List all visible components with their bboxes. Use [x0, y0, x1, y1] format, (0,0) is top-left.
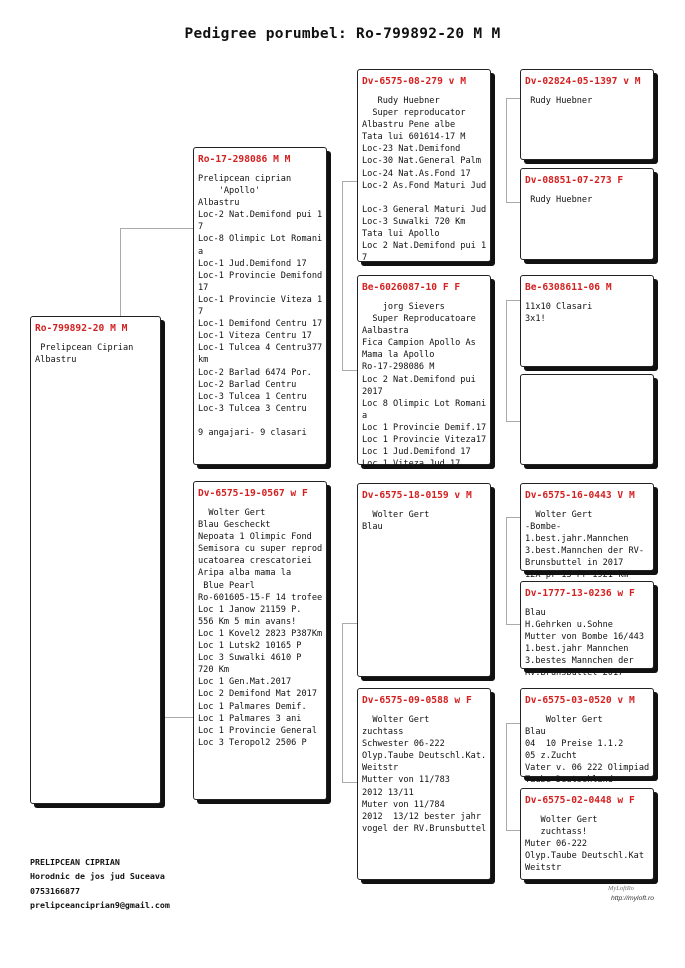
pigeon-details: Wolter Gert Blau Gescheckt Nepoata 1 Olimpic Fond Semisora cu super reprod ucatoarea crescatoriei Aripa alba mama la Blue Pearl Ro-601605-15-F 14 trofee Loc 1 Janow 21159 P. 556 Km 5 min avans! Loc 1 Kovel2 2823 P387Km Loc 1 Lutsk2 10165 P Loc 3 Suwalki 4610 P 720 Km Loc 1 Gen.Mat.2017 Loc 2 Demifond Mat 2017 Loc 1 Palmares Demif. Loc 1 Palmares 3 ani Loc 1 Provincie General Loc 3 Teropol2 2506 P: [198, 508, 323, 748]
ring-number: Dv-6575-03-0520 v M: [525, 695, 635, 706]
pigeon-card-sire-dam[interactable]: [357, 275, 491, 470]
connector-line: [506, 723, 507, 831]
ring-number: Be-6308611-06 M: [525, 282, 612, 293]
pigeon-card-dam-sire-sire[interactable]: [520, 483, 654, 581]
owner-address: Horodnic de jos jud Suceava: [30, 871, 165, 882]
pigeon-details: Wolter Gert -Bombe- 1.best.jahr.Mannchen 3.best.Mannchen der RV- Brunsbuttel in 2017 12X pr 13 Pr 1921 km: [525, 510, 644, 581]
owner-email[interactable]: prelipceanciprian9@gmail.com: [30, 900, 170, 911]
pigeon-details: Rudy Huebner Super reproducator Albastru Pene albe Tata lui 601614-17 M Loc-23 Nat.Demifond Loc-30 Nat.General Palm Loc-24 Nat.As.Fond 17 Loc-2 As.Fond Maturi Jud Loc-3 General Maturi Jud Loc-3 Suwalki 720 Km Tata lui Apollo Loc 2 Nat.Demifond pui 1 7: [362, 96, 487, 264]
ring-number: Dv-1777-13-0236 w F: [525, 588, 635, 599]
pigeon-details: Wolter Gert Blau: [362, 510, 430, 533]
pigeon-details: Prelipcean ciprian 'Apollo' Albastru Loc-2 Nat.Demifond pui 1 7 Loc-8 Olimpic Lot Romani a Loc-1 Jud.Demifond 17 Loc-1 Provincie Demifond 17 Loc-1 Provincie Viteza 1 7 Loc-1 Demifond Centru 17 Loc-1 Viteza Centru 17 Loc-1 Tulcea 4 Centru377 km Loc-2 Barlad 6474 Por. Loc-2 Barlad Centru Loc-3 Tulcea 1 Centru Loc-3 Tulcea 3 Centru 9 angajari- 9 clasari: [198, 174, 323, 438]
pigeon-card-sire-sire-sire[interactable]: [520, 69, 654, 160]
pigeon-card-dam-sire[interactable]: [357, 483, 491, 677]
ring-number: Dv-6575-08-279 v M: [362, 76, 466, 87]
connector-line: [342, 181, 343, 371]
pigeon-card-sire-sire[interactable]: [357, 69, 491, 262]
ring-number: Dv-08851-07-273 F: [525, 175, 624, 186]
connector-line: [506, 300, 520, 301]
signature-logo: MyLoftRo: [608, 885, 634, 892]
connector-line: [342, 623, 343, 783]
pigeon-card-sire-sire-dam[interactable]: [520, 168, 654, 260]
ring-number: Ro-17-298086 M M: [198, 154, 291, 165]
connector-line: [506, 723, 520, 724]
connector-line: [506, 98, 507, 203]
ring-number: Be-6026087-10 F F: [362, 282, 461, 293]
connector-line: [120, 228, 193, 229]
connector-line: [506, 300, 507, 422]
ring-number: Dv-6575-16-0443 V M: [525, 490, 635, 501]
ring-number: Dv-6575-09-0588 w F: [362, 695, 472, 706]
pigeon-details: Wolter Gert zuchtass Schwester 06-222 Olyp.Taube Deutschl.Kat. Weitstr Mutter von 11/783 2012 13/11 Muter von 11/784 2012 13/12 bester jahr vogel der RV.Brunsbuttel: [362, 715, 487, 834]
connector-line: [506, 517, 520, 518]
owner-phone[interactable]: 0753166877: [30, 885, 80, 896]
pigeon-card-dam-dam-dam[interactable]: [520, 788, 654, 880]
pigeon-card-subject[interactable]: [30, 316, 161, 804]
pigeon-details: Wolter Gert Blau 04 10 Preise 1.1.2 05 z.Zucht Vater v. 06 222 Olimpiad Taube Deutschland: [525, 715, 650, 786]
pigeon-card-dam[interactable]: [193, 481, 327, 800]
connector-line: [506, 517, 507, 625]
pigeon-details: Blau H.Gehrken u.Sohne Mutter von Bombe 16/443 1.best.jahr Mannchen 3.bestes Mannchen der RV.Brunsbuttel 2017: [525, 608, 644, 679]
connector-line: [506, 421, 520, 422]
ring-number: Dv-6575-18-0159 v M: [362, 490, 472, 501]
connector-line: [342, 623, 357, 624]
pigeon-card-sire-dam-dam[interactable]: [520, 374, 654, 465]
website-link[interactable]: http://myloft.ro: [611, 895, 655, 902]
pigeon-card-sire[interactable]: [193, 147, 327, 465]
ring-number: Dv-02824-05-1397 v M: [525, 76, 641, 87]
pigeon-details: Prelipcean Ciprian Albastru: [35, 343, 134, 366]
connector-line: [506, 624, 520, 625]
ring-number: Ro-799892-20 M M: [35, 323, 128, 334]
ring-number: Dv-6575-19-0567 w F: [198, 488, 308, 499]
pigeon-details: jorg Sievers Super Reproducatoare Aalbastra Fica Campion Apollo As Mama la Apollo Ro-17-298086 M Loc 2 Nat.Demifond pui 2017 Loc 8 Olimpic Lot Romani a Loc 1 Provincie Demif.17 Loc 1 Provincie Viteza17 Loc 1 Jud.Demifond 17 Loc 1 Viteza Jud 17: [362, 302, 487, 470]
ring-number: Dv-6575-02-0448 w F: [525, 795, 635, 806]
pigeon-card-sire-dam-sire[interactable]: [520, 275, 654, 367]
owner-info: [30, 855, 170, 913]
connector-line: [506, 202, 520, 203]
page-title: Pedigree porumbel: Ro-799892-20 M M: [184, 26, 501, 42]
pigeon-card-dam-dam[interactable]: [357, 688, 491, 880]
pigeon-card-dam-dam-sire[interactable]: [520, 688, 654, 786]
pigeon-card-dam-sire-dam[interactable]: [520, 581, 654, 679]
owner-name: PRELIPCEAN CIPRIAN: [30, 857, 120, 867]
connector-line: [342, 181, 357, 182]
pigeon-details: Wolter Gert zuchtass! Muter 06-222 Olyp.Taube Deutschl.Kat Weitstr: [525, 815, 644, 874]
pigeon-details: Rudy Huebner: [525, 195, 593, 205]
pigeon-details: 11x10 Clasari 3x1!: [525, 302, 593, 325]
connector-line: [506, 98, 520, 99]
connector-line: [506, 830, 520, 831]
pigeon-details: Rudy Huebner: [525, 96, 593, 106]
connector-line: [342, 782, 357, 783]
connector-line: [342, 370, 357, 371]
